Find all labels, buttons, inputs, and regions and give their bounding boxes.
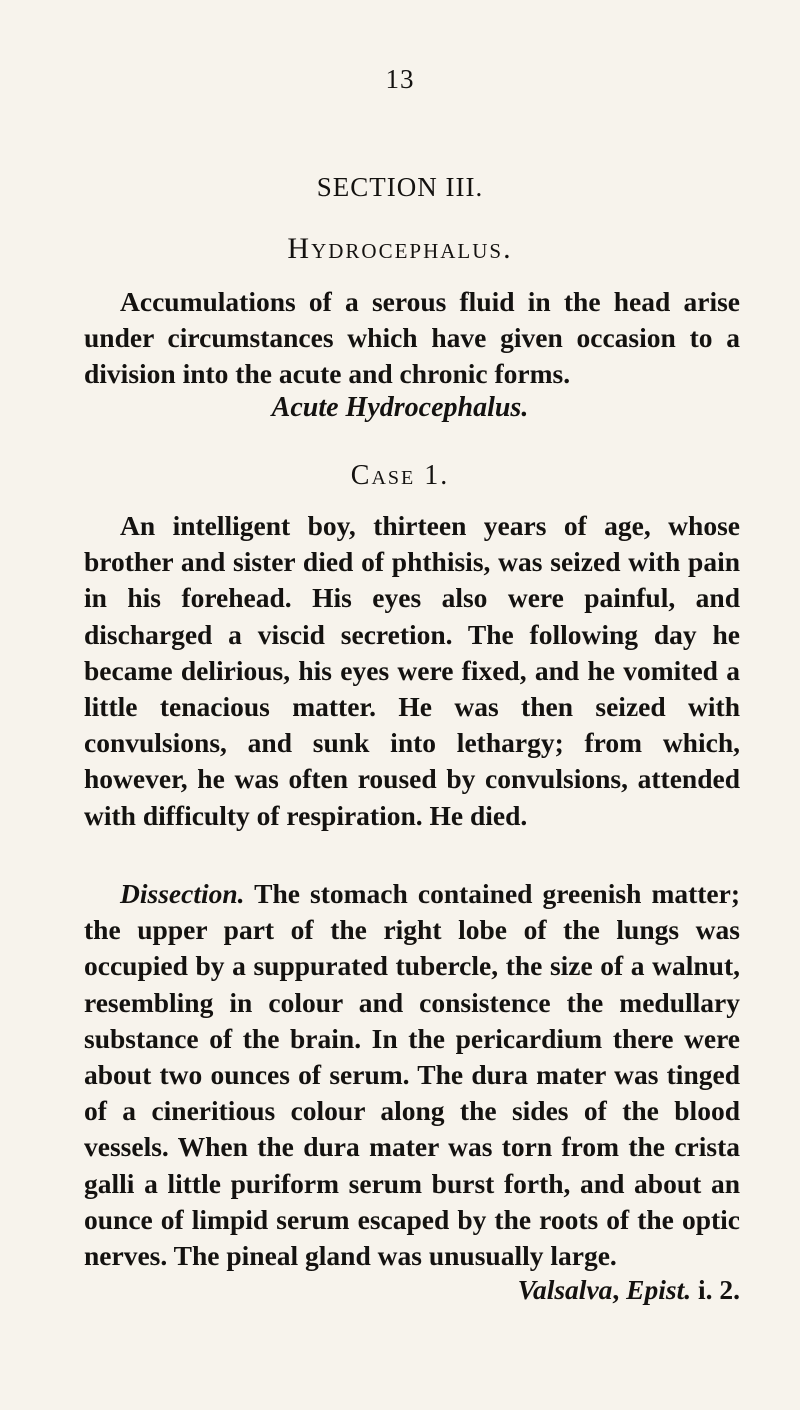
intro-paragraph: Accumulations of a serous fluid in the head arise under circumstances which have given occasion to a division into the acute and chronic forms. (84, 286, 740, 390)
citation-reference: i. 2. (691, 1274, 740, 1305)
citation-separator: , (612, 1274, 627, 1305)
citation-author: Valsalva (517, 1274, 613, 1305)
dissection-paragraph (84, 876, 740, 1274)
case-heading: Case 1. (350, 460, 450, 491)
case-paragraph: An intelligent boy, thirteen years of age, whose brother and sister died of phthisis, was seized with pain in his forehead. His eyes also were painful, and discharged a viscid secretion. The following day he became delirious, his eyes were fixed, and he vomited a little tenacious matter. He was then seized with convulsions, and sunk into lethargy; from which, however, he was often roused by convulsions, attended with difficulty of respiration. He died. (84, 510, 740, 831)
page-number: 13 (385, 64, 415, 94)
section-heading: SECTION III. (316, 172, 484, 202)
dissection-label: Dissection. (120, 878, 245, 909)
subject-heading: Hydrocephalus. (287, 232, 513, 265)
citation (518, 1274, 740, 1306)
citation-work: Epist. (626, 1274, 692, 1305)
subsection-heading: Acute Hydrocephalus. (271, 392, 529, 423)
dissection-text: The stomach contained greenish matter; the upper part of the right lobe of the lungs was occupied by a suppurated tubercle, the size of a walnut, resembling in colour and consistence the medullary substance of the brain. In the pericardium there were about two ounces of serum. The dura mater was tinged of a cineritious colour along the sides of the blood vessels. When the dura mater was torn from the crista galli a little puriform serum burst forth, and about an ounce of limpid serum escaped by the roots of the optic nerves. The pineal gland was unusually large. (84, 878, 740, 1272)
